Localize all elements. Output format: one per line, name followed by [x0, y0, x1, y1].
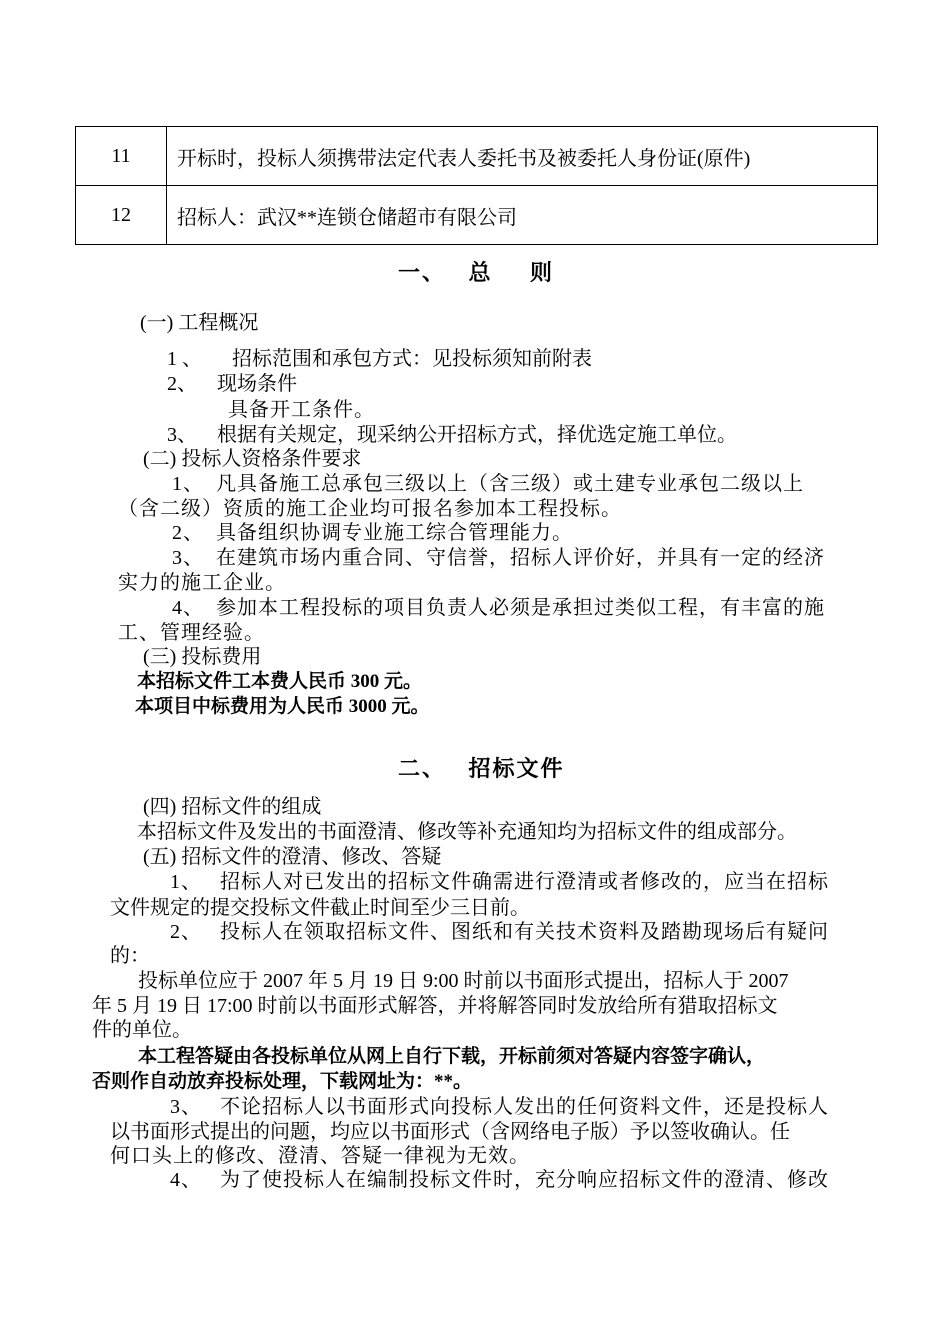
paragraph-line: 1、 招标人对已发出的招标文件确需进行澄清或者修改的，应当在招标 — [170, 871, 829, 893]
paragraph-line: 3、 在建筑市场内重合同、守信誉，招标人评价好，并具有一定的经济 — [172, 547, 825, 569]
subsection-title: (四) 招标文件的组成 — [143, 796, 322, 818]
paragraph-line: 1、 凡具备施工总承包三级以上（含三级）或土建专业承包二级以上 — [172, 473, 804, 495]
paragraph-line: 3、 根据有关规定，现采纳公开招标方式，择优选定施工单位。 — [167, 424, 737, 446]
table-row — [76, 186, 878, 245]
paragraph-line: 件的单位。 — [92, 1019, 192, 1041]
paragraph-line: 文件规定的提交投标文件截止时间至少三日前。 — [110, 897, 530, 919]
paragraph-line: 的： — [110, 945, 150, 967]
bold-notice-line: 本工程答疑由各投标单位从网上自行下载，开标前须对答疑内容签字确认， — [138, 1046, 766, 1067]
paragraph-line: 实力的施工企业。 — [118, 572, 286, 594]
paragraph-line: 2、 投标人在领取招标文件、图纸和有关技术资料及踏勘现场后有疑问 — [170, 921, 829, 943]
paragraph-line: 工、管理经验。 — [118, 622, 265, 644]
row-text: 开标时，投标人须携带法定代表人委托书及被委托人身份证(原件) — [167, 127, 878, 186]
bold-notice-line: 否则作自动放弃投标处理，下载网址为：**。 — [92, 1071, 473, 1092]
row-text: 招标人：武汉**连锁仓储超市有限公司 — [167, 186, 878, 245]
paragraph-line: 本招标文件及发出的书面澄清、修改等补充通知均为招标文件的组成部分。 — [137, 821, 797, 843]
paragraph-line: （含二级）资质的施工企业均可报名参加本工程投标。 — [118, 498, 622, 520]
fee-line: 本招标文件工本费人民币 300 元。 — [137, 671, 423, 692]
fee-line: 本项目中标费用为人民币 3000 元。 — [135, 696, 430, 717]
paragraph-line: 何口头上的修改、澄清、答疑一律视为无效。 — [110, 1145, 530, 1167]
paragraph-line: 2、 现场条件 — [167, 373, 297, 395]
paragraph-line: 以书面形式提出的问题，均应以书面形式（含网络电子版）予以签收确认。任 — [110, 1121, 790, 1143]
section-heading-general: 一、 总 则 — [398, 260, 555, 285]
paragraph-line: 2、 具备组织协调专业施工综合管理能力。 — [172, 522, 573, 544]
row-number: 12 — [76, 186, 167, 245]
table-row — [76, 127, 878, 186]
subsection-title: (一) 工程概况 — [140, 312, 259, 334]
paragraph-line: 年 5 月 19 日 17:00 时前以书面形式解答，并将解答同时发放给所有猎取招标文 — [92, 995, 778, 1017]
subsection-title: (五) 招标文件的澄清、修改、答疑 — [143, 846, 442, 868]
subsection-title: (二) 投标人资格条件要求 — [143, 448, 362, 470]
paragraph-line: 1 、 招标范围和承包方式：见投标须知前附表 — [167, 348, 592, 370]
paragraph-line: 具备开工条件。 — [228, 399, 375, 421]
section-heading-tender-documents: 二、 招标文件 — [398, 756, 565, 781]
paragraph-line: 4、 参加本工程投标的项目负责人必须是承担过类似工程，有丰富的施 — [172, 597, 825, 619]
subsection-title: (三) 投标费用 — [143, 646, 262, 668]
paragraph-line: 4、 为了使投标人在编制投标文件时，充分响应招标文件的澄清、修改 — [170, 1169, 829, 1191]
paragraph-line: 投标单位应于 2007 年 5 月 19 日 9:00 时前以书面形式提出，招标人于 2007 — [138, 970, 789, 992]
requirements-table — [75, 126, 878, 245]
paragraph-line: 3、 不论招标人以书面形式向投标人发出的任何资料文件，还是投标人 — [170, 1096, 829, 1118]
row-number: 11 — [76, 127, 167, 186]
